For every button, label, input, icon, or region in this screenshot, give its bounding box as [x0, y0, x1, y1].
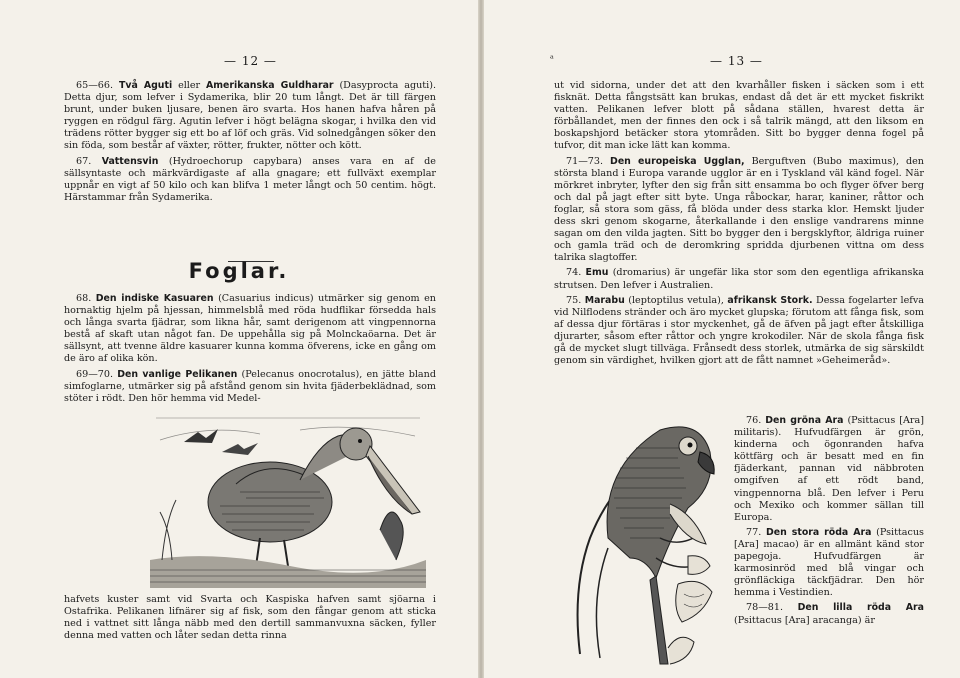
entry-67: 67. Vattensvin (Hydroechorup capybara) anses vara en af de sällsyntaste och märkvärdigaste af alla gnagare; ett fullväxt exemplar uppnår en vigt af 50 kilo och kan blifva 1 meter långt och 50 centim. högt. Härstammar från Sydamerika.	[64, 155, 436, 203]
entry-69-70: 69—70. Den vanlige Pelikanen (Pelecanus onocrotalus), en jätte bland simfoglarne, utmärker sig på afstånd genom sin hvita fjäderbeklädnad, som stöter i rödt. Den hör hemma vid Medel-	[64, 368, 436, 404]
parrot-illustration	[560, 408, 720, 674]
section-heading: Foglar.	[188, 259, 290, 283]
corner-mark: ᵃ	[550, 54, 554, 65]
right-page	[484, 0, 960, 678]
entry-75: 75. Marabu (leptoptilus vetula), afrikansk Stork. Dessa fogelarter lefva vid Nilflodens stränder och äro mycket glupska; förutom att fånga fisk, som af dessa djur förtäras i stor myckenhet, gå de äfven på jagt efter åtskilliga djurarter, såsom efter råttor och yngre krokodiler. När de skola fånga fisk gå de mycket slugt tillväga. Frånsedt dess storlek, utmärka de sig särskildt genom sin värdighet, hvilken gjort att de fått namnet »Geheimeråd».	[554, 294, 924, 367]
entry-68: 68. Den indiske Kasuaren (Casuarius indicus) utmärker sig genom en hornaktig hjelm på hjessan, himmelsblå med röda hudflikar försedda hals och långa svarta fjädrar, som likna hår, samt derigenom att vingpennorna bestå af skaft utan något fan. De uppehålla sig på Molnckaöarna. Det är sällsynt, att tvenne äldre kasuarer kunna komma öfverens, icke en gång om de äro af olika kön.	[64, 293, 436, 365]
entry-77: 77. Den stora röda Ara (Psittacus [Ara] macao) är en allmänt känd stor papegoja. Hufvudfärgen är karmosinröd med blå vingar och grönfläckiga täckfjädrar. Den hör hemma i Vestindien.	[734, 526, 924, 599]
entry-78-81: 78—81. Den lilla röda Ara (Psittacus [Ara] aracanga) är	[734, 602, 924, 626]
right-column-top	[554, 80, 924, 370]
left-column-top	[64, 80, 436, 207]
pelican-illustration	[150, 410, 426, 588]
right-column-bottom	[734, 415, 924, 630]
entry-65-66: 65—66. Två Aguti eller Amerikanska Guldharar (Dasyprocta aguti). Detta djur, som lefver i Sydamerika, blir 20 tum långt. Det är till färgen brunt, under buken ljusare, benen äro svarta. Hos hanen hafva håren på ryggen en rödgul färg. Agutin lefver i högt belägna skogar, i hvilka den vid trädens rötter bygger sig ett bo af löf och gräs. Vid solnedgången söker den sin föda, som består af växter, rötter, frukter, nötter och kött.	[64, 80, 437, 152]
entry-71-73: 71—73. Den europeiska Ugglan, Berguftven (Bubo maximus), den största bland i Europa varande ugglor är en i Tyskland väl känd fogel. När mörkret inbryter, lyfter den sig från sitt ensamma bo och flyger öfver berg och dal på jagt efter sitt byte. Unga råbockar, harar, kaniner, råttor och foglar, så stora som gäss, få blöda under dess starka klor. Hemskt ljuder dess skri genom skogarne, återkallande i den enslige vandrarens minne sagan om den vilda jagten. Sitt bo bygger den i bergsklyftor, äldriga ruiner och gamla träd och de deromkring spridda djurbenen vittna om dess talrika slagtoffer.	[554, 155, 924, 264]
entry-69-70-continued: hafvets kuster samt vid Svarta och Kaspiska hafven samt sjöarna i Ostafrika. Pelikanen lifnärer sig af fisk, som den fångar genom att sticka ned i vattnet sitt långa näbb med den dertill sammanvuxna säcken, fyller denna med vatten och låter sedan detta rinna	[64, 594, 436, 642]
entry-74: 74. Emu (dromarius) är ungefär lika stor som den egentliga afrikanska strutsen. Den lefver i Australien.	[554, 267, 924, 291]
left-column-mid	[64, 293, 436, 408]
entry-76: 76. Den gröna Ara (Psittacus [Ara] militaris). Hufvudfärgen är grön, kinderna och ögonranden hafva köttfärg och är besatt med en fin fjäderkant, pannan vid näbbroten omgifven af ett rödt band, vingpennorna blå. Den lefver i Peru och Mexiko och kommer sällan till Europa.	[734, 415, 924, 523]
pelican-continued: ut vid sidorna, under det att den kvarhåller fisken i säcken som i ett fisknät. Detta fångstsätt kan brukas, endast då det är ett mycket fiskrikt vatten. Pelikanen lefver blott på sådana ställen, hvarest detta är förbållandet, men der finnes den ock i så talrik mängd, att den liksom en boskapshjord betäcker stora ytområden. Sitt bo bygger denna fogel på tufvor, dit man icke lätt kan komma.	[554, 80, 924, 152]
left-column-bottom	[64, 594, 436, 645]
parrot-engraving	[560, 408, 720, 674]
left-page	[0, 0, 478, 678]
pelican-engraving	[150, 410, 426, 588]
page-number-12: — 12 —	[224, 54, 277, 68]
page-number-13: — 13 —	[710, 54, 763, 68]
